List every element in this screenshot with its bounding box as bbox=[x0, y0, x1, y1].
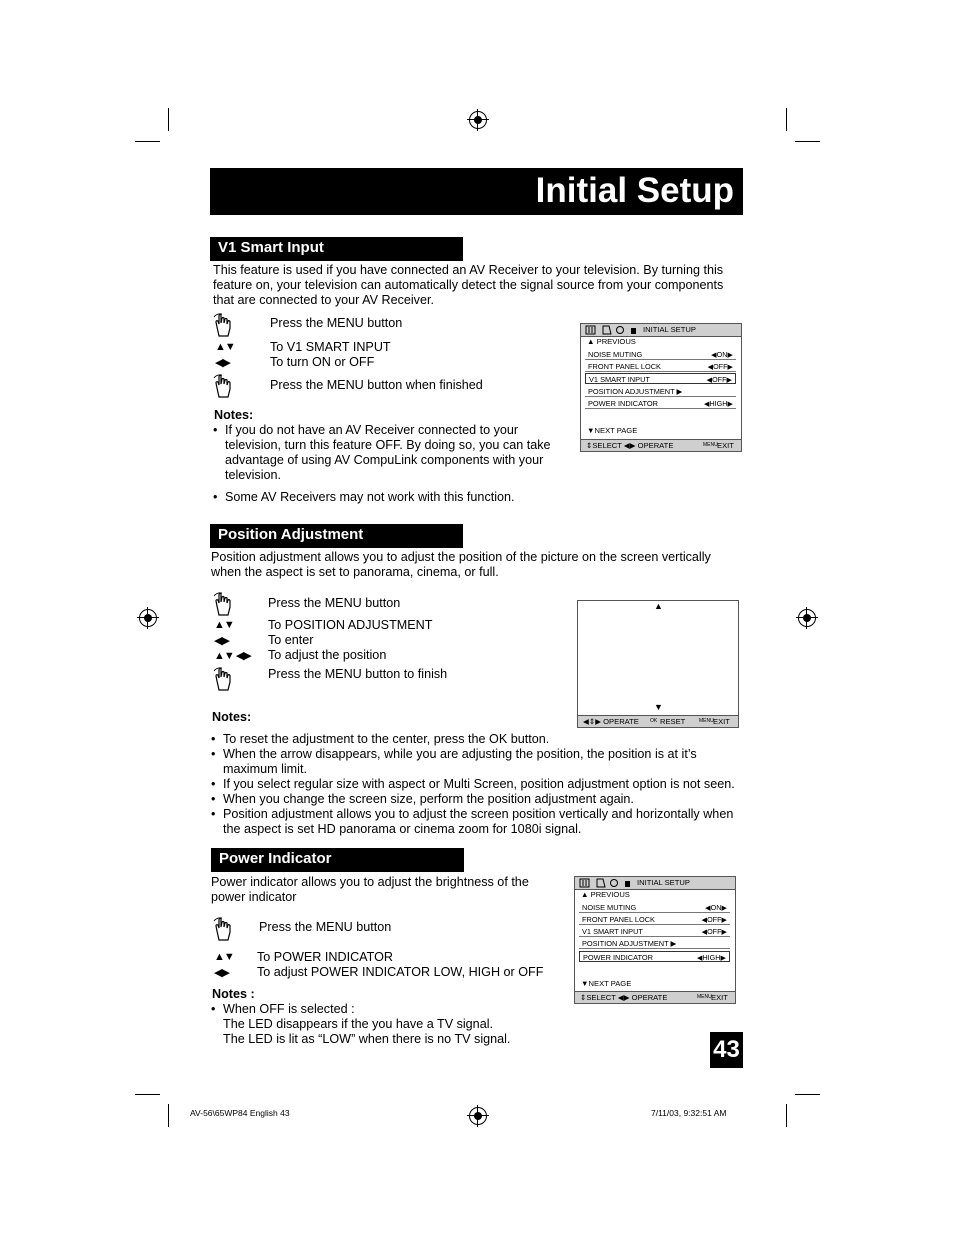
osd-item-front-panel-lock: FRONT PANEL LOCK ◀OFF▶ bbox=[579, 914, 730, 925]
four-way-arrows-icon: ▲▼ ◀▶ bbox=[214, 650, 251, 662]
crop-mark bbox=[135, 1094, 160, 1095]
power-notes-heading: Notes : bbox=[212, 987, 255, 1001]
power-step-3: To adjust POWER INDICATOR LOW, HIGH or OFF bbox=[257, 965, 544, 979]
osd-header bbox=[575, 877, 735, 890]
up-down-arrows-icon: ▲▼ bbox=[214, 951, 234, 963]
osd-footer-select-operate: ⇕SELECT ◀▶ OPERATE bbox=[586, 441, 674, 450]
page-number: 43 bbox=[710, 1032, 743, 1068]
section-heading-position-adjustment: Position Adjustment bbox=[210, 524, 463, 547]
v1-step-3: To turn ON or OFF bbox=[270, 355, 375, 369]
osd-next-page: ▼NEXT PAGE bbox=[587, 426, 638, 435]
osd-item-position-adjustment: POSITION ADJUSTMENT ▶ bbox=[585, 386, 736, 397]
left-right-arrows-icon: ◀▶ bbox=[214, 967, 229, 979]
osd-tab-icons bbox=[579, 878, 631, 888]
note-item: • When you change the screen size, perform the position adjustment again. bbox=[211, 792, 741, 807]
osd-previous: ▲ PREVIOUS bbox=[587, 337, 636, 346]
power-step-1: Press the MENU button bbox=[259, 920, 392, 934]
power-intro: Power indicator allows you to adjust the brightness of the power indicator bbox=[211, 875, 529, 904]
osd-item-v1-smart-input: V1 SMART INPUT ◀OFF▶ bbox=[579, 926, 730, 937]
osd-item-power-indicator: POWER INDICATOR ◀HIGH▶ bbox=[585, 398, 736, 409]
hand-press-icon bbox=[213, 313, 235, 337]
osd-menu-initial-setup bbox=[580, 323, 742, 452]
footer-left: AV-56\65WP84 English 43 bbox=[190, 1108, 290, 1118]
registration-mark-icon bbox=[469, 1107, 487, 1125]
note-item: • If you select regular size with aspect or Multi Screen, position adjustment option is not seen. bbox=[211, 777, 741, 792]
osd-footer-select-operate: ⇕SELECT ◀▶ OPERATE bbox=[580, 993, 668, 1002]
pos-step-3: To enter bbox=[268, 633, 314, 647]
up-down-arrows-icon: ▲▼ bbox=[214, 619, 234, 631]
power-step-2: To POWER INDICATOR bbox=[257, 950, 393, 964]
v1-step-2: To V1 SMART INPUT bbox=[270, 340, 391, 354]
crop-mark bbox=[795, 141, 820, 142]
crop-mark bbox=[795, 1094, 820, 1095]
v1-intro: This feature is used if you have connected an AV Receiver to your television. By turning this feature on, your television can automatically detect the signal source from your components that are connected to your AV Receiver. bbox=[213, 263, 724, 307]
footer-right: 7/11/03, 9:32:51 AM bbox=[651, 1108, 727, 1118]
section-heading-v1-smart-input: V1 Smart Input bbox=[210, 237, 463, 260]
osd-previous: ▲ PREVIOUS bbox=[581, 890, 630, 899]
v1-notes-list bbox=[213, 423, 558, 505]
left-right-arrows-icon: ◀▶ bbox=[215, 357, 230, 369]
osd-footer-exit: EXIT bbox=[713, 717, 730, 726]
note-item: • Position adjustment allows you to adjust the screen position vertically and horizontally when the aspect is set HD panorama or cinema zoom for 1080i signal. bbox=[211, 807, 741, 837]
note-item: • When the arrow disappears, while you are adjusting the position, the position is at it’s maximum limit. bbox=[211, 747, 741, 777]
power-note-line-2: The LED disappears if the you have a TV signal. bbox=[223, 1017, 493, 1031]
hand-press-icon bbox=[213, 374, 235, 398]
left-right-arrows-icon: ◀▶ bbox=[214, 635, 229, 647]
osd-footer-operate: ◀⇕▶ OPERATE bbox=[583, 717, 639, 726]
v1-step-1: Press the MENU button bbox=[270, 316, 403, 330]
osd-item-noise-muting: NOISE MUTING ◀ON▶ bbox=[585, 349, 736, 360]
osd-header bbox=[581, 324, 741, 337]
hand-press-icon bbox=[213, 592, 235, 616]
crop-mark bbox=[168, 1104, 169, 1127]
crop-mark bbox=[786, 1104, 787, 1127]
pos-notes-list bbox=[211, 732, 741, 837]
osd-down-arrow-icon: ▼ bbox=[654, 702, 663, 712]
osd-next-page: ▼NEXT PAGE bbox=[581, 979, 632, 988]
note-item: • Some AV Receivers may not work with this function. bbox=[213, 490, 558, 505]
pos-step-5: Press the MENU button to finish bbox=[268, 667, 448, 681]
crop-mark bbox=[168, 108, 169, 131]
osd-footer-exit: EXIT bbox=[711, 993, 728, 1002]
osd-item-noise-muting: NOISE MUTING ◀ON▶ bbox=[579, 902, 730, 913]
osd-item-position-adjustment: POSITION ADJUSTMENT ▶ bbox=[579, 938, 730, 949]
osd-title: INITIAL SETUP bbox=[643, 325, 696, 334]
osd-footer-menu: MENU bbox=[703, 442, 718, 448]
osd-footer-exit: EXIT bbox=[717, 441, 734, 450]
pos-step-2: To POSITION ADJUSTMENT bbox=[268, 618, 433, 632]
osd-menu-initial-setup bbox=[574, 876, 736, 1004]
power-note-line-3: The LED is lit as “LOW” when there is no TV signal. bbox=[223, 1032, 511, 1046]
pos-step-4: To adjust the position bbox=[268, 648, 387, 662]
power-notes-list bbox=[211, 1002, 611, 1017]
v1-notes-heading: Notes: bbox=[214, 408, 254, 422]
osd-footer-reset: RESET bbox=[660, 717, 686, 726]
pos-intro: Position adjustment allows you to adjust the position of the picture on the screen vertically when the aspect is set to panorama, cinema, or full. bbox=[211, 550, 711, 579]
v1-step-4: Press the MENU button when finished bbox=[270, 378, 483, 392]
osd-position-screen bbox=[577, 600, 739, 728]
hand-press-icon bbox=[213, 667, 235, 691]
osd-tab-icons bbox=[585, 325, 637, 335]
note-item: • If you do not have an AV Receiver connected to your television, turn this feature OFF. By doing so, you can take advantage of using AV CompuLink components with your television. bbox=[213, 423, 558, 483]
osd-footer-ok: OK bbox=[650, 718, 658, 724]
page-title-bar bbox=[210, 168, 743, 215]
osd-footer bbox=[581, 439, 741, 451]
pos-step-1: Press the MENU button bbox=[268, 596, 401, 610]
section-heading-power-indicator: Power Indicator bbox=[211, 848, 464, 871]
registration-mark-icon bbox=[139, 609, 157, 627]
crop-mark bbox=[786, 108, 787, 131]
pos-notes-heading: Notes: bbox=[212, 710, 252, 724]
crop-mark bbox=[135, 141, 160, 142]
osd-item-front-panel-lock: FRONT PANEL LOCK ◀OFF▶ bbox=[585, 361, 736, 372]
note-item: • When OFF is selected : bbox=[211, 1002, 611, 1017]
osd-footer-menu: MENU bbox=[697, 994, 712, 1000]
osd-footer bbox=[575, 991, 735, 1003]
registration-mark-icon bbox=[798, 609, 816, 627]
osd-item-v1-smart-input: V1 SMART INPUT ◀OFF▶ bbox=[585, 373, 736, 384]
page-title: Initial Setup bbox=[535, 171, 734, 210]
osd-footer bbox=[578, 715, 738, 727]
osd-item-power-indicator: POWER INDICATOR ◀HIGH▶ bbox=[579, 951, 730, 962]
osd-up-arrow-icon: ▲ bbox=[654, 601, 663, 611]
registration-mark-icon bbox=[469, 111, 487, 129]
up-down-arrows-icon: ▲▼ bbox=[215, 341, 235, 353]
osd-footer-menu: MENU bbox=[699, 718, 714, 724]
hand-press-icon bbox=[213, 917, 235, 941]
osd-title: INITIAL SETUP bbox=[637, 878, 690, 887]
note-item: • To reset the adjustment to the center, press the OK button. bbox=[211, 732, 741, 747]
